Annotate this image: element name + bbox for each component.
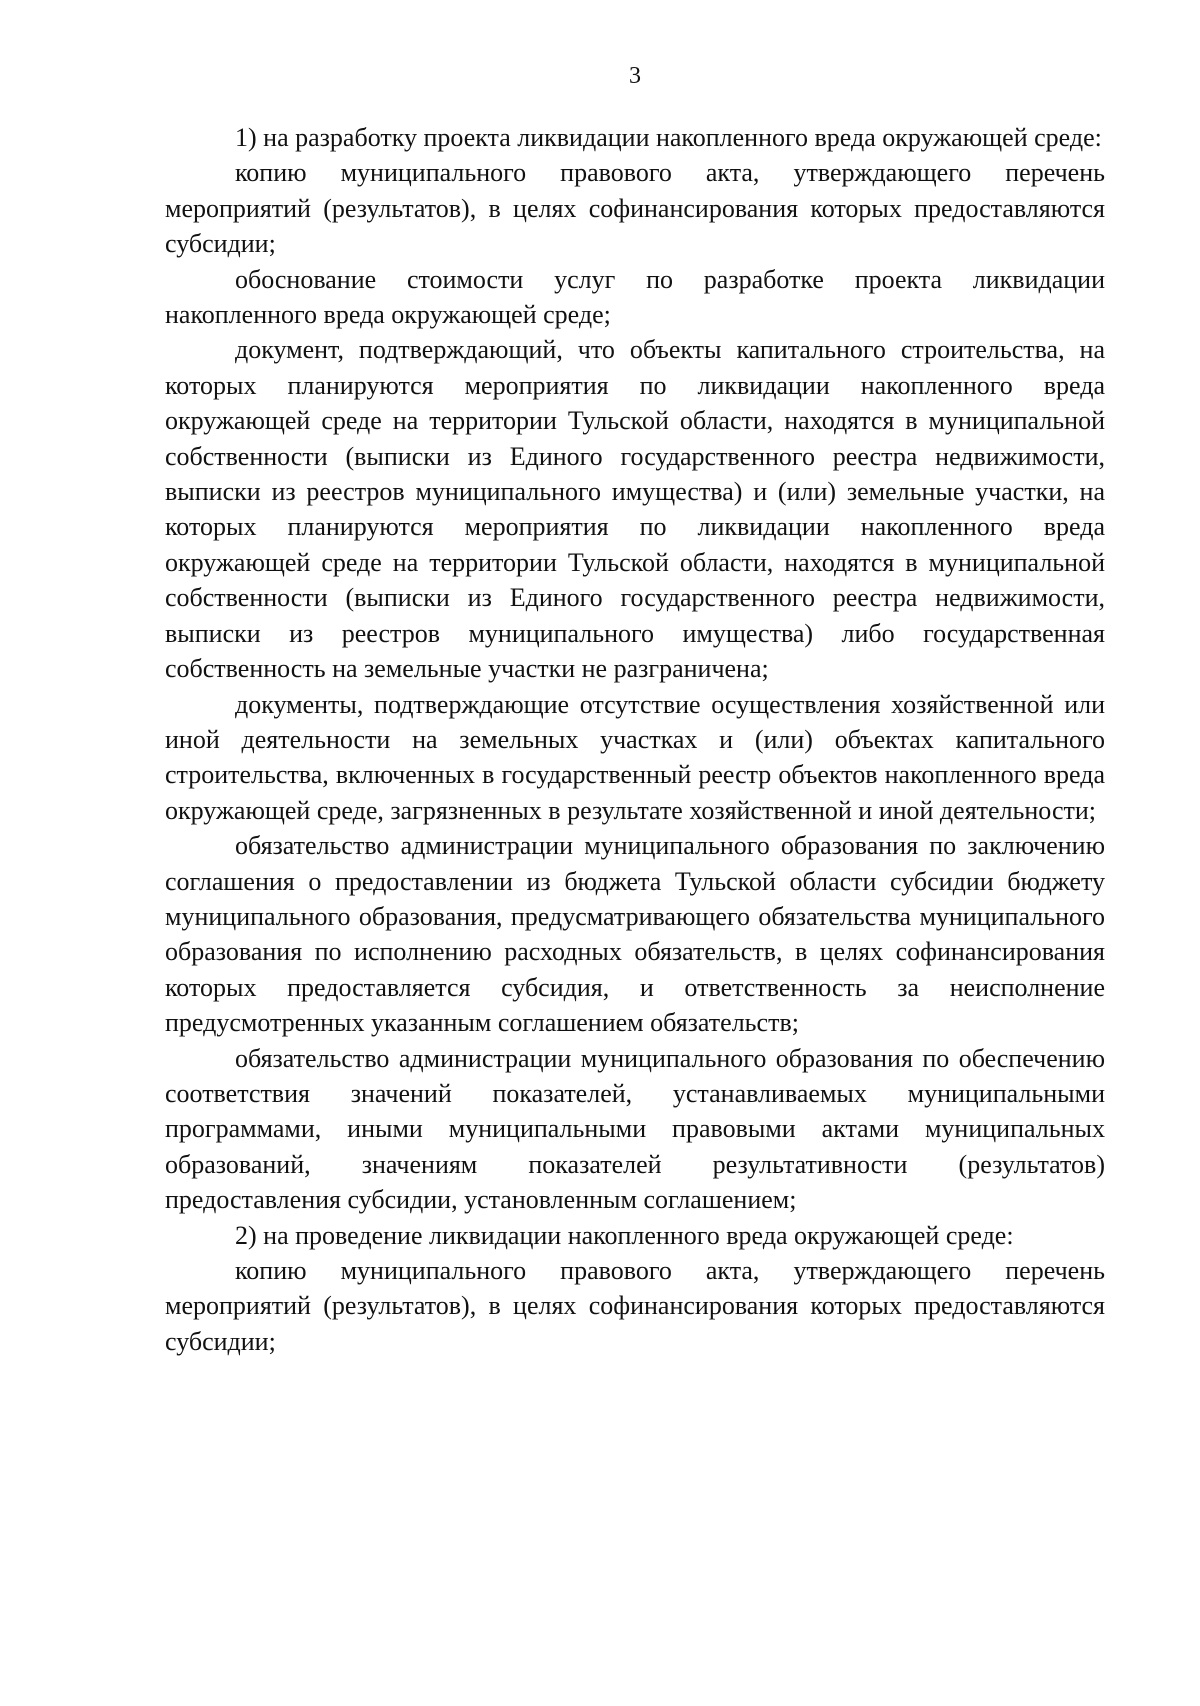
paragraph-municipal-act-copy: копию муниципального правового акта, утверждающего перечень мероприятий (результатов), в целях софинансирования которых предоставляются субсидии; bbox=[165, 158, 1105, 259]
paragraph-item-2-heading: 2) на проведение ликвидации накопленного вреда окружающей среде: bbox=[235, 1220, 1014, 1250]
document-body bbox=[165, 120, 1105, 1359]
paragraph-indicators-obligation: обязательство администрации муниципального образования по обеспечению соответствия значений показателей, устанавливаемых муниципальными программами, иными муниципальными правовыми актами муниципальных образований, значениям показателей результативности (результатов) предоставления субсидии, установленным соглашением; bbox=[165, 1043, 1105, 1215]
paragraph-cost-justification: обоснование стоимости услуг по разработке проекта ликвидации накопленного вреда окружающей среде; bbox=[165, 264, 1105, 330]
paragraph-no-activity-documents: документы, подтверждающие отсутствие осуществления хозяйственной или иной деятельности на земельных участках и (или) объектах капитального строительства, включенных в государственный реестр объектов накопленного вреда окружающей среде, загрязненных в результате хозяйственной и иной деятельности; bbox=[165, 689, 1105, 825]
paragraph-municipal-act-copy-2: копию муниципального правового акта, утверждающего перечень мероприятий (результатов), в целях софинансирования которых предоставляются субсидии; bbox=[165, 1256, 1105, 1356]
page-number: 3 bbox=[629, 63, 641, 89]
paragraph-item-1-heading: 1) на разработку проекта ликвидации накопленного вреда окружающей среде: bbox=[235, 123, 1102, 152]
paragraph-agreement-obligation: обязательство администрации муниципального образования по заключению соглашения о предоставлении из бюджета Тульской области субсидии бюджету муниципального образования, предусматривающего обязательства муниципального образования по исполнению расходных обязательств, в целях софинансирования которых предоставляется субсидия, и ответственность за неисполнение предусмотренных указанным соглашением обязательств; bbox=[165, 831, 1105, 1038]
paragraph-ownership-document: документ, подтверждающий, что объекты капитального строительства, на которых планируются мероприятия по ликвидации накопленного вреда окружающей среде на территории Тульской области, находятся в муниципальной собственности (выписки из Единого государственного реестра недвижимости, выписки из реестров муниципального имущества) и (или) земельные участки, на которых планируются мероприятия по ликвидации накопленного вреда окружающей среде на территории Тульской области, находятся в муниципальной собственности (выписки из Единого государственного реестра недвижимости, выписки из реестров муниципального имущества) либо государственная собственность на земельные участки не разграничена; bbox=[165, 335, 1105, 684]
